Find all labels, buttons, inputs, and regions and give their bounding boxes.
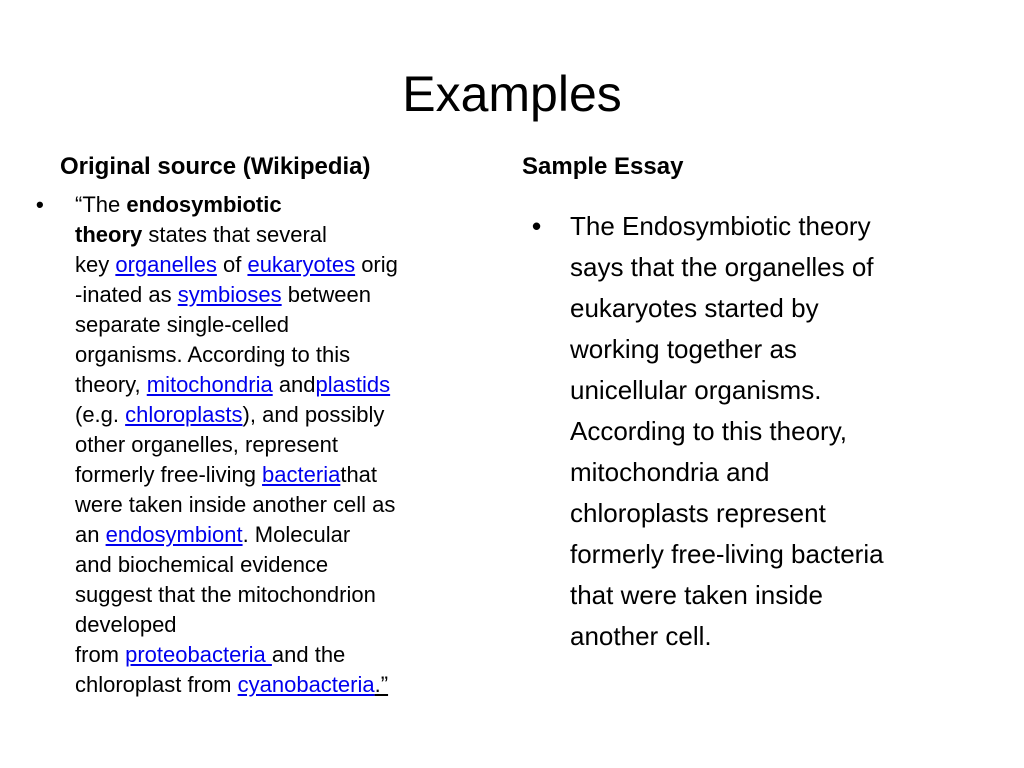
quote-text: key: [75, 252, 116, 277]
quote-line: [75, 370, 505, 400]
quote-text: orig: [355, 252, 398, 277]
left-bullet-item: [30, 190, 505, 700]
bullet-icon: •: [532, 211, 542, 241]
essay-line: that were taken inside: [570, 580, 823, 610]
original-source-column: [30, 190, 505, 700]
quote-text: that: [340, 462, 378, 487]
quote-text: an: [75, 522, 106, 547]
left-column-heading: Original source (Wikipedia): [60, 153, 371, 180]
quote-line: [75, 280, 505, 310]
quote-text: of: [216, 252, 248, 277]
quote-line: were taken inside another cell as: [75, 492, 396, 517]
quote-line: [75, 220, 505, 250]
essay-line: eukaryotes started by: [570, 293, 819, 323]
link-organelles[interactable]: organelles: [115, 252, 217, 277]
wikipedia-quote: [75, 190, 505, 700]
quote-text: “The: [75, 192, 127, 217]
bullet-icon: •: [36, 192, 44, 217]
quote-text: formerly free-living: [75, 462, 263, 487]
essay-line: formerly free-living bacteria: [570, 539, 884, 569]
quote-text: .”: [374, 672, 389, 697]
quote-line: separate single-celled: [75, 312, 290, 337]
essay-line: working together as: [570, 334, 797, 364]
link-plastids[interactable]: plastids: [315, 372, 391, 397]
essay-line: mitochondria and: [570, 457, 770, 487]
link-chloroplasts[interactable]: chloroplasts: [125, 402, 243, 427]
essay-line: The Endosymbiotic theory: [570, 211, 871, 241]
essay-line: says that the organelles of: [570, 252, 874, 282]
sample-essay-column: [527, 206, 977, 657]
sample-essay-text: [570, 206, 977, 657]
quote-text: . Molecular: [242, 522, 351, 547]
bold-term: theory: [75, 222, 143, 247]
quote-text: and the: [271, 642, 346, 667]
link-eukaryotes[interactable]: eukaryotes: [247, 252, 356, 277]
quote-line: [75, 460, 505, 490]
link-proteobacteria[interactable]: proteobacteria: [125, 642, 272, 667]
essay-line: chloroplasts represent: [570, 498, 826, 528]
quote-text: ), and possibly: [242, 402, 385, 427]
quote-text: states that several: [142, 222, 327, 247]
quote-line: organisms. According to this: [75, 342, 351, 367]
slide-title: Examples: [402, 66, 622, 122]
quote-line: [75, 640, 505, 670]
quote-line: and biochemical evidence: [75, 552, 329, 577]
quote-text: between: [281, 282, 371, 307]
quote-line: [75, 250, 505, 280]
quote-text: theory,: [75, 372, 147, 397]
quote-text: -inated as: [75, 282, 178, 307]
quote-text: from: [75, 642, 126, 667]
quote-line: [75, 520, 505, 550]
quote-line: other organelles, represent: [75, 432, 338, 457]
right-bullet-item: [527, 206, 977, 657]
quote-line: [75, 670, 505, 700]
essay-line: According to this theory,: [570, 416, 847, 446]
quote-text: and: [272, 372, 316, 397]
essay-line: unicellular organisms.: [570, 375, 822, 405]
quote-line: [75, 190, 505, 220]
link-cyanobacteria[interactable]: cyanobacteria: [237, 672, 375, 697]
essay-line: another cell.: [570, 621, 712, 651]
quote-text: (e.g.: [75, 402, 126, 427]
quote-text: chloroplast from: [75, 672, 238, 697]
link-bacteria[interactable]: bacteria: [262, 462, 341, 487]
bold-term: endosymbiotic: [126, 192, 282, 217]
link-endosymbiont[interactable]: endosymbiont: [105, 522, 243, 547]
quote-line: developed: [75, 612, 177, 637]
right-column-heading: Sample Essay: [522, 153, 684, 180]
link-symbioses[interactable]: symbioses: [177, 282, 282, 307]
link-mitochondria[interactable]: mitochondria: [146, 372, 273, 397]
quote-line: suggest that the mitochondrion: [75, 582, 376, 607]
quote-line: [75, 400, 505, 430]
